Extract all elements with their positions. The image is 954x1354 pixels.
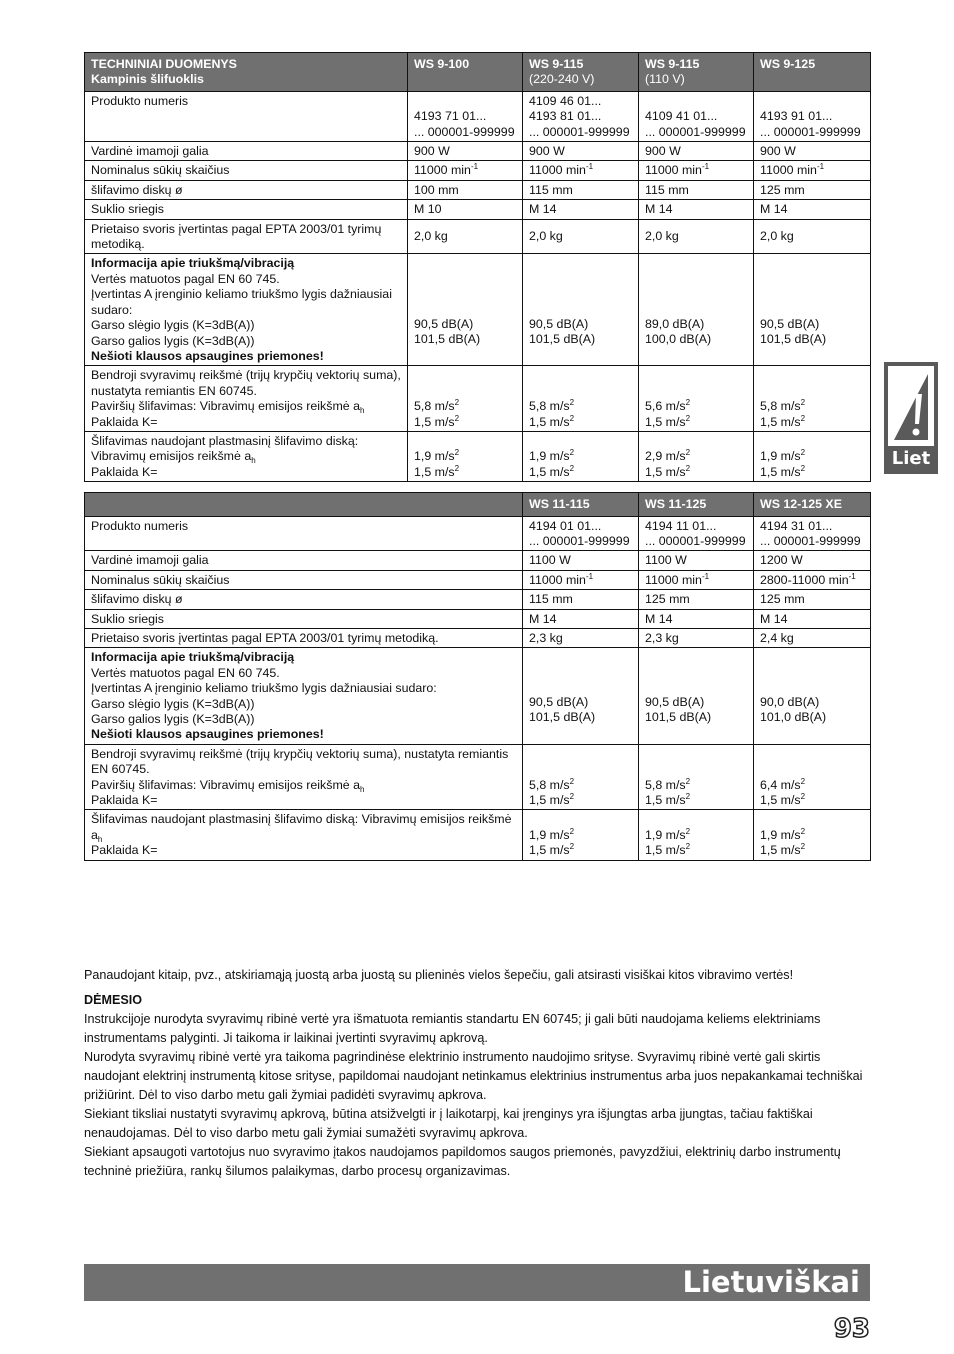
serial-range: ... 000001-999999 xyxy=(529,533,630,548)
cell: M 14 xyxy=(754,609,871,628)
warning-exclamation-icon xyxy=(888,366,934,446)
noise-text: Vertės matuotos pagal EN 60 745. xyxy=(91,271,280,286)
cell: 900 W xyxy=(754,142,871,161)
unit-exponent: 2 xyxy=(569,776,575,786)
model-header: WS 11-115 xyxy=(523,493,639,516)
unit-exponent: 2 xyxy=(569,792,575,802)
vibration-text: Bendroji svyravimų reikšmė (trijų krypčių vektorių suma), nustatyta remiantis EN 60745. xyxy=(91,746,509,777)
spec-table-ws11-ws12 xyxy=(84,492,871,861)
cell: 900 W xyxy=(639,142,754,161)
product-number-cell xyxy=(523,516,639,551)
emission-value: 5,8 m/s xyxy=(414,399,455,414)
unit-exponent: -1 xyxy=(585,162,594,172)
uncertainty-value: 1,5 m/s xyxy=(760,464,801,479)
row-label: šlifavimo diskų ø xyxy=(85,180,408,199)
vibration-text: Šlifavimas naudojant plastmasinį šlifavimo diską: xyxy=(91,433,359,448)
language-tab-label: Liet xyxy=(891,448,931,469)
table-row xyxy=(85,180,871,199)
table-row-noise xyxy=(85,648,871,744)
unit-exponent: 2 xyxy=(569,842,575,852)
unit-exponent: -1 xyxy=(701,571,710,581)
cell xyxy=(408,161,523,180)
subscript: h xyxy=(251,456,256,466)
sound-power: 100,0 dB(A) xyxy=(645,331,712,346)
row-label: Nominalus sūkių skaičius xyxy=(85,161,408,180)
product-number-cell xyxy=(754,516,871,551)
subscript: h xyxy=(360,406,365,416)
vibration-text: Paklaida K= xyxy=(91,843,158,858)
vibration-info xyxy=(85,431,408,481)
uncertainty-value: 1,5 m/s xyxy=(414,464,455,479)
model-header: WS 11-125 xyxy=(639,493,754,516)
cell-value: 2800-11000 min xyxy=(760,572,849,587)
emission-value: 6,4 m/s xyxy=(760,777,801,792)
page-number: 93 xyxy=(833,1314,870,1344)
cell: M 14 xyxy=(639,200,754,219)
vibration-values xyxy=(408,366,523,432)
unit-exponent: 2 xyxy=(800,792,806,802)
product-number: 4194 11 01... xyxy=(645,518,717,533)
notes-paragraph: Siekiant tiksliai nustatyti svyravimų apkrovą, būtina atsižvelgti ir į laikotarpį, kai įrenginys yra išjungtas arba įjungtas, tačiau faktiškai nenaudojamas. Dėl to viso darbo metu gali žymiai sumažėti svyravimų apkrova. xyxy=(84,1107,813,1140)
vibration-values xyxy=(408,431,523,481)
table-row xyxy=(85,629,871,648)
subscript: h xyxy=(97,834,103,844)
vibration-label: Šlifavimas naudojant plastmasinį šlifavimo diską: Vibravimų emisijos reikšmė a xyxy=(91,812,512,842)
emission-value: 5,6 m/s xyxy=(645,399,686,414)
cell: 125 mm xyxy=(754,180,871,199)
uncertainty-value: 1,5 m/s xyxy=(645,414,686,429)
unit-exponent: 2 xyxy=(454,463,460,473)
noise-text: Garso galios lygis (K=3dB(A)) xyxy=(91,712,255,727)
table-subtitle: Kampinis šlifuoklis xyxy=(91,72,204,87)
uncertainty-value: 1,5 m/s xyxy=(414,414,455,429)
noise-text: Įvertintas A įrenginio keliamo triukšmo lygis dažniausiai sudaro: xyxy=(91,681,437,696)
cell: 2,0 kg xyxy=(639,219,754,254)
sound-power: 101,5 dB(A) xyxy=(529,331,596,346)
row-label: Vardinė imamoji galia xyxy=(85,142,408,161)
vibration-label: Vibravimų emisijos reikšmė a xyxy=(91,449,252,464)
vibration-values xyxy=(523,744,639,810)
cell: 900 W xyxy=(408,142,523,161)
cell: 1200 W xyxy=(754,551,871,570)
model-header: WS 12-125 XE xyxy=(754,493,871,516)
cell-value: 11000 min xyxy=(645,572,702,587)
sound-power: 101,5 dB(A) xyxy=(414,331,481,346)
unit-exponent: -1 xyxy=(470,162,479,172)
cell: 2,4 kg xyxy=(754,629,871,648)
sound-pressure: 89,0 dB(A) xyxy=(645,316,705,331)
notes-paragraph: Siekiant apsaugoti vartotojus nuo svyravimo įtakos naudojamos papildomos saugos priemonės, pavyzdžiui, elektrinių darbo instrumentų techninė priežiūra, rankų šilumos palaikymas, darbo procesų organizavimas. xyxy=(84,1145,841,1178)
sound-pressure: 90,5 dB(A) xyxy=(414,316,474,331)
cell: 2,3 kg xyxy=(639,629,754,648)
emission-value: 1,9 m/s xyxy=(645,827,686,842)
row-label: Prietaiso svoris įvertintas pagal EPTA 2003/01 tyrimų metodiką. xyxy=(85,629,523,648)
notes-paragraph: Instrukcijoje nurodyta svyravimų ribinė vertė yra išmatuota remiantis standartu EN 60745; ji gali būti naudojama keliems elektriniams instrumentams palyginti. Ji taikoma ir laikinai įvertinti svyravimų apkrovą. xyxy=(84,1012,821,1045)
vibration-values xyxy=(754,366,871,432)
vibration-values xyxy=(754,744,871,810)
spec-sheet xyxy=(84,52,870,861)
row-label: šlifavimo diskų ø xyxy=(85,590,523,609)
row-label: Produkto numeris xyxy=(85,516,523,551)
vibration-values xyxy=(639,744,754,810)
row-label: Nominalus sūkių skaičius xyxy=(85,570,523,589)
unit-exponent: 2 xyxy=(454,413,460,423)
cell: 1100 W xyxy=(523,551,639,570)
noise-values xyxy=(639,254,754,366)
noise-values xyxy=(754,648,871,744)
cell xyxy=(754,161,871,180)
unit-exponent: 2 xyxy=(454,448,460,458)
emission-value: 1,9 m/s xyxy=(529,449,570,464)
sound-power: 101,5 dB(A) xyxy=(645,710,712,725)
table-row xyxy=(85,590,871,609)
unit-exponent: 2 xyxy=(685,792,691,802)
cell-value: 11000 min xyxy=(529,572,586,587)
sound-pressure: 90,5 dB(A) xyxy=(529,695,589,710)
table-header-row xyxy=(85,493,871,516)
table-row xyxy=(85,161,871,180)
uncertainty-value: 1,5 m/s xyxy=(645,793,686,808)
product-number: 4109 46 01... xyxy=(529,93,602,108)
cell xyxy=(754,570,871,589)
noise-values xyxy=(523,254,639,366)
serial-range: ... 000001-999999 xyxy=(760,124,861,139)
unit-exponent: 2 xyxy=(569,463,575,473)
noise-values xyxy=(754,254,871,366)
table-row xyxy=(85,91,871,141)
cell: M 14 xyxy=(523,200,639,219)
vibration-text xyxy=(91,778,516,793)
table-row xyxy=(85,219,871,254)
cell: 125 mm xyxy=(754,590,871,609)
noise-info xyxy=(85,648,523,744)
unit-exponent: 2 xyxy=(685,463,691,473)
serial-range: ... 000001-999999 xyxy=(645,533,746,548)
cell-value: 11000 min xyxy=(529,163,586,178)
emission-value: 5,8 m/s xyxy=(645,777,686,792)
sound-power: 101,0 dB(A) xyxy=(760,710,827,725)
uncertainty-value: 1,5 m/s xyxy=(645,843,686,858)
table-row xyxy=(85,570,871,589)
unit-exponent: -1 xyxy=(848,571,856,581)
cell-value: 11000 min xyxy=(645,163,702,178)
uncertainty-value: 1,5 m/s xyxy=(529,464,570,479)
noise-info xyxy=(85,254,408,366)
model-name: WS 9-125 xyxy=(760,57,816,71)
uncertainty-value: 1,5 m/s xyxy=(529,414,570,429)
model-header xyxy=(639,53,754,92)
table-row-vibration xyxy=(85,431,871,481)
cell: 2,0 kg xyxy=(523,219,639,254)
table-row-vibration xyxy=(85,810,871,860)
vibration-label: Paviršių šlifavimas: Vibravimų emisijos reikšmė a xyxy=(91,777,360,792)
emission-value: 1,9 m/s xyxy=(760,827,801,842)
vibration-values xyxy=(754,810,871,860)
language-side-tab xyxy=(884,362,938,474)
cell: 115 mm xyxy=(639,180,754,199)
unit-exponent: -1 xyxy=(701,162,710,172)
cell xyxy=(639,161,754,180)
subscript: h xyxy=(360,784,365,794)
unit-exponent: 2 xyxy=(685,826,691,836)
unit-exponent: 2 xyxy=(685,398,691,408)
serial-range: ... 000001-999999 xyxy=(414,124,515,139)
vibration-text xyxy=(91,812,516,843)
emission-value: 1,9 m/s xyxy=(760,449,801,464)
model-header xyxy=(408,53,523,92)
cell: 115 mm xyxy=(523,180,639,199)
footer-language-title: Lietuviškai xyxy=(682,1265,860,1299)
cell: 100 mm xyxy=(408,180,523,199)
unit-exponent: 2 xyxy=(800,776,806,786)
cell: 2,3 kg xyxy=(523,629,639,648)
notes-section xyxy=(84,966,870,1181)
noise-text: Įvertintas A įrenginio keliamo triukšmo lygis dažniausiai sudaro: xyxy=(91,287,392,317)
unit-exponent: 2 xyxy=(454,398,460,408)
sound-pressure: 90,5 dB(A) xyxy=(645,695,705,710)
emission-value: 5,8 m/s xyxy=(529,399,570,414)
unit-exponent: 2 xyxy=(569,413,575,423)
unit-exponent: 2 xyxy=(800,842,806,852)
vibration-label: Paviršių šlifavimas: Vibravimų emisijos reikšmė a xyxy=(91,399,360,414)
product-number-cell xyxy=(639,516,754,551)
vibration-text: Bendroji svyravimų reikšmė (trijų krypčių vektorių suma), nustatyta remiantis EN 60745. xyxy=(91,368,401,398)
warning-title: DĖMESIO xyxy=(84,993,143,1007)
spec-table-ws9 xyxy=(84,52,871,482)
serial-range: ... 000001-999999 xyxy=(760,533,861,548)
noise-text: Garso galios lygis (K=3dB(A)) xyxy=(91,333,255,348)
hearing-protection-warning: Nešioti klausos apsaugines priemones! xyxy=(91,727,324,742)
row-label: Produkto numeris xyxy=(85,91,408,141)
noise-text: Garso slėgio lygis (K=3dB(A)) xyxy=(91,318,255,333)
cell: 115 mm xyxy=(523,590,639,609)
cell xyxy=(523,570,639,589)
unit-exponent: 2 xyxy=(685,413,691,423)
table-row xyxy=(85,516,871,551)
noise-values xyxy=(523,648,639,744)
unit-exponent: 2 xyxy=(685,776,691,786)
uncertainty-value: 1,5 m/s xyxy=(645,464,686,479)
sound-pressure: 90,5 dB(A) xyxy=(760,316,820,331)
model-voltage: (110 V) xyxy=(645,72,685,87)
table-row-vibration xyxy=(85,366,871,432)
cell: 125 mm xyxy=(639,590,754,609)
vibration-text xyxy=(91,449,401,464)
cell: M 14 xyxy=(523,609,639,628)
emission-value: 1,9 m/s xyxy=(414,449,455,464)
sound-power: 101,5 dB(A) xyxy=(760,331,827,346)
uncertainty-value: 1,5 m/s xyxy=(760,793,801,808)
cell: M 14 xyxy=(754,200,871,219)
unit-exponent: 2 xyxy=(800,398,806,408)
unit-exponent: 2 xyxy=(800,826,806,836)
row-label: Prietaiso svoris įvertintas pagal EPTA 2003/01 tyrimų metodiką. xyxy=(85,219,408,254)
cell: M 14 xyxy=(639,609,754,628)
emission-value: 5,8 m/s xyxy=(760,399,801,414)
vibration-info xyxy=(85,810,523,860)
product-number: 4193 91 01... xyxy=(760,109,833,124)
table-title-cell xyxy=(85,53,408,92)
table-gap xyxy=(84,482,870,492)
cell: 900 W xyxy=(523,142,639,161)
noise-values xyxy=(408,254,523,366)
vibration-values xyxy=(639,366,754,432)
emission-value: 2,9 m/s xyxy=(645,449,686,464)
unit-exponent: -1 xyxy=(585,571,594,581)
cell-value: 11000 min xyxy=(760,163,817,178)
vibration-text xyxy=(91,399,401,414)
cell xyxy=(639,570,754,589)
model-name: WS 9-100 xyxy=(414,57,470,71)
table-row xyxy=(85,200,871,219)
row-label: Vardinė imamoji galia xyxy=(85,551,523,570)
model-name: WS 9-115 xyxy=(529,57,584,71)
serial-range: ... 000001-999999 xyxy=(645,124,746,139)
unit-exponent: 2 xyxy=(800,448,806,458)
table-row xyxy=(85,609,871,628)
unit-exponent: 2 xyxy=(800,413,806,423)
cell xyxy=(523,161,639,180)
product-number-cell xyxy=(754,91,871,141)
product-number: 4194 31 01... xyxy=(760,518,833,533)
sound-pressure: 90,0 dB(A) xyxy=(760,695,820,710)
uncertainty-value: 1,5 m/s xyxy=(529,793,570,808)
unit-exponent: 2 xyxy=(569,448,575,458)
notes-intro: Panaudojant kitaip, pvz., atskiriamąją juostą arba juostą su plieninės vielos šepečiu, gali atsirasti visiškai kitos vibravimo vertės! xyxy=(84,968,794,982)
noise-heading: Informacija apie triukšmą/vibraciją xyxy=(91,650,295,665)
vibration-values xyxy=(523,431,639,481)
noise-text: Garso slėgio lygis (K=3dB(A)) xyxy=(91,696,255,711)
row-label: Suklio sriegis xyxy=(85,609,523,628)
unit-exponent: 2 xyxy=(685,448,691,458)
table-header-row xyxy=(85,53,871,92)
cell: M 10 xyxy=(408,200,523,219)
product-number: 4193 81 01... xyxy=(529,109,602,124)
product-number-cell xyxy=(408,91,523,141)
row-label: Suklio sriegis xyxy=(85,200,408,219)
noise-text: Vertės matuotos pagal EN 60 745. xyxy=(91,665,280,680)
vibration-text: Paklaida K= xyxy=(91,414,158,429)
table-row-noise xyxy=(85,254,871,366)
footer-language-bar xyxy=(84,1264,870,1301)
vibration-values xyxy=(523,366,639,432)
emission-value: 5,8 m/s xyxy=(529,777,570,792)
noise-values xyxy=(639,648,754,744)
vibration-values xyxy=(754,431,871,481)
table-row-vibration xyxy=(85,744,871,810)
cell: 2,0 kg xyxy=(408,219,523,254)
vibration-text: Paklaida K= xyxy=(91,793,158,808)
sound-pressure: 90,5 dB(A) xyxy=(529,316,589,331)
noise-heading: Informacija apie triukšmą/vibraciją xyxy=(91,256,295,271)
unit-exponent: 2 xyxy=(685,842,691,852)
cell: 2,0 kg xyxy=(754,219,871,254)
product-number: 4109 41 01... xyxy=(645,109,718,124)
notes-paragraph: Nurodyta svyravimų ribinė vertė yra taikoma pagrindinėse elektrinio instrumento naudojimo srityse. Svyravimų ribinė vertė gali skirtis naudojant elektrinį instrumentą kitose srityse, papildomai naudojant netinkamus elektrinius instrumentus arba juos nepakankamai techniškai prižiūrint. Dėl to viso darbo metu gali žymiai padidėti svyravimų apkrova. xyxy=(84,1050,863,1102)
unit-exponent: 2 xyxy=(569,826,575,836)
vibration-info xyxy=(85,366,408,432)
product-number-cell xyxy=(523,91,639,141)
vibration-values xyxy=(639,431,754,481)
uncertainty-value: 1,5 m/s xyxy=(760,843,801,858)
emission-value: 1,9 m/s xyxy=(529,827,570,842)
unit-exponent: 2 xyxy=(569,398,575,408)
uncertainty-value: 1,5 m/s xyxy=(529,843,570,858)
product-number: 4193 71 01... xyxy=(414,109,487,124)
model-header xyxy=(523,53,639,92)
product-number-cell xyxy=(639,91,754,141)
cell: 1100 W xyxy=(639,551,754,570)
table-row xyxy=(85,551,871,570)
vibration-text: Paklaida K= xyxy=(91,464,158,479)
model-voltage: (220-240 V) xyxy=(529,72,595,87)
uncertainty-value: 1,5 m/s xyxy=(760,414,801,429)
vibration-values xyxy=(523,810,639,860)
table-row xyxy=(85,142,871,161)
serial-range: ... 000001-999999 xyxy=(529,124,630,139)
product-number: 4194 01 01... xyxy=(529,518,602,533)
model-name: WS 9-115 xyxy=(645,57,700,71)
vibration-values xyxy=(639,810,754,860)
model-header xyxy=(754,53,871,92)
hearing-protection-warning: Nešioti klausos apsaugines priemones! xyxy=(91,348,324,363)
cell-value: 11000 min xyxy=(414,163,471,178)
sound-power: 101,5 dB(A) xyxy=(529,710,596,725)
unit-exponent: -1 xyxy=(816,162,825,172)
table-title: TECHNINIAI DUOMENYS xyxy=(91,57,237,71)
empty-header-cell xyxy=(85,493,523,516)
unit-exponent: 2 xyxy=(800,463,806,473)
vibration-info xyxy=(85,744,523,810)
